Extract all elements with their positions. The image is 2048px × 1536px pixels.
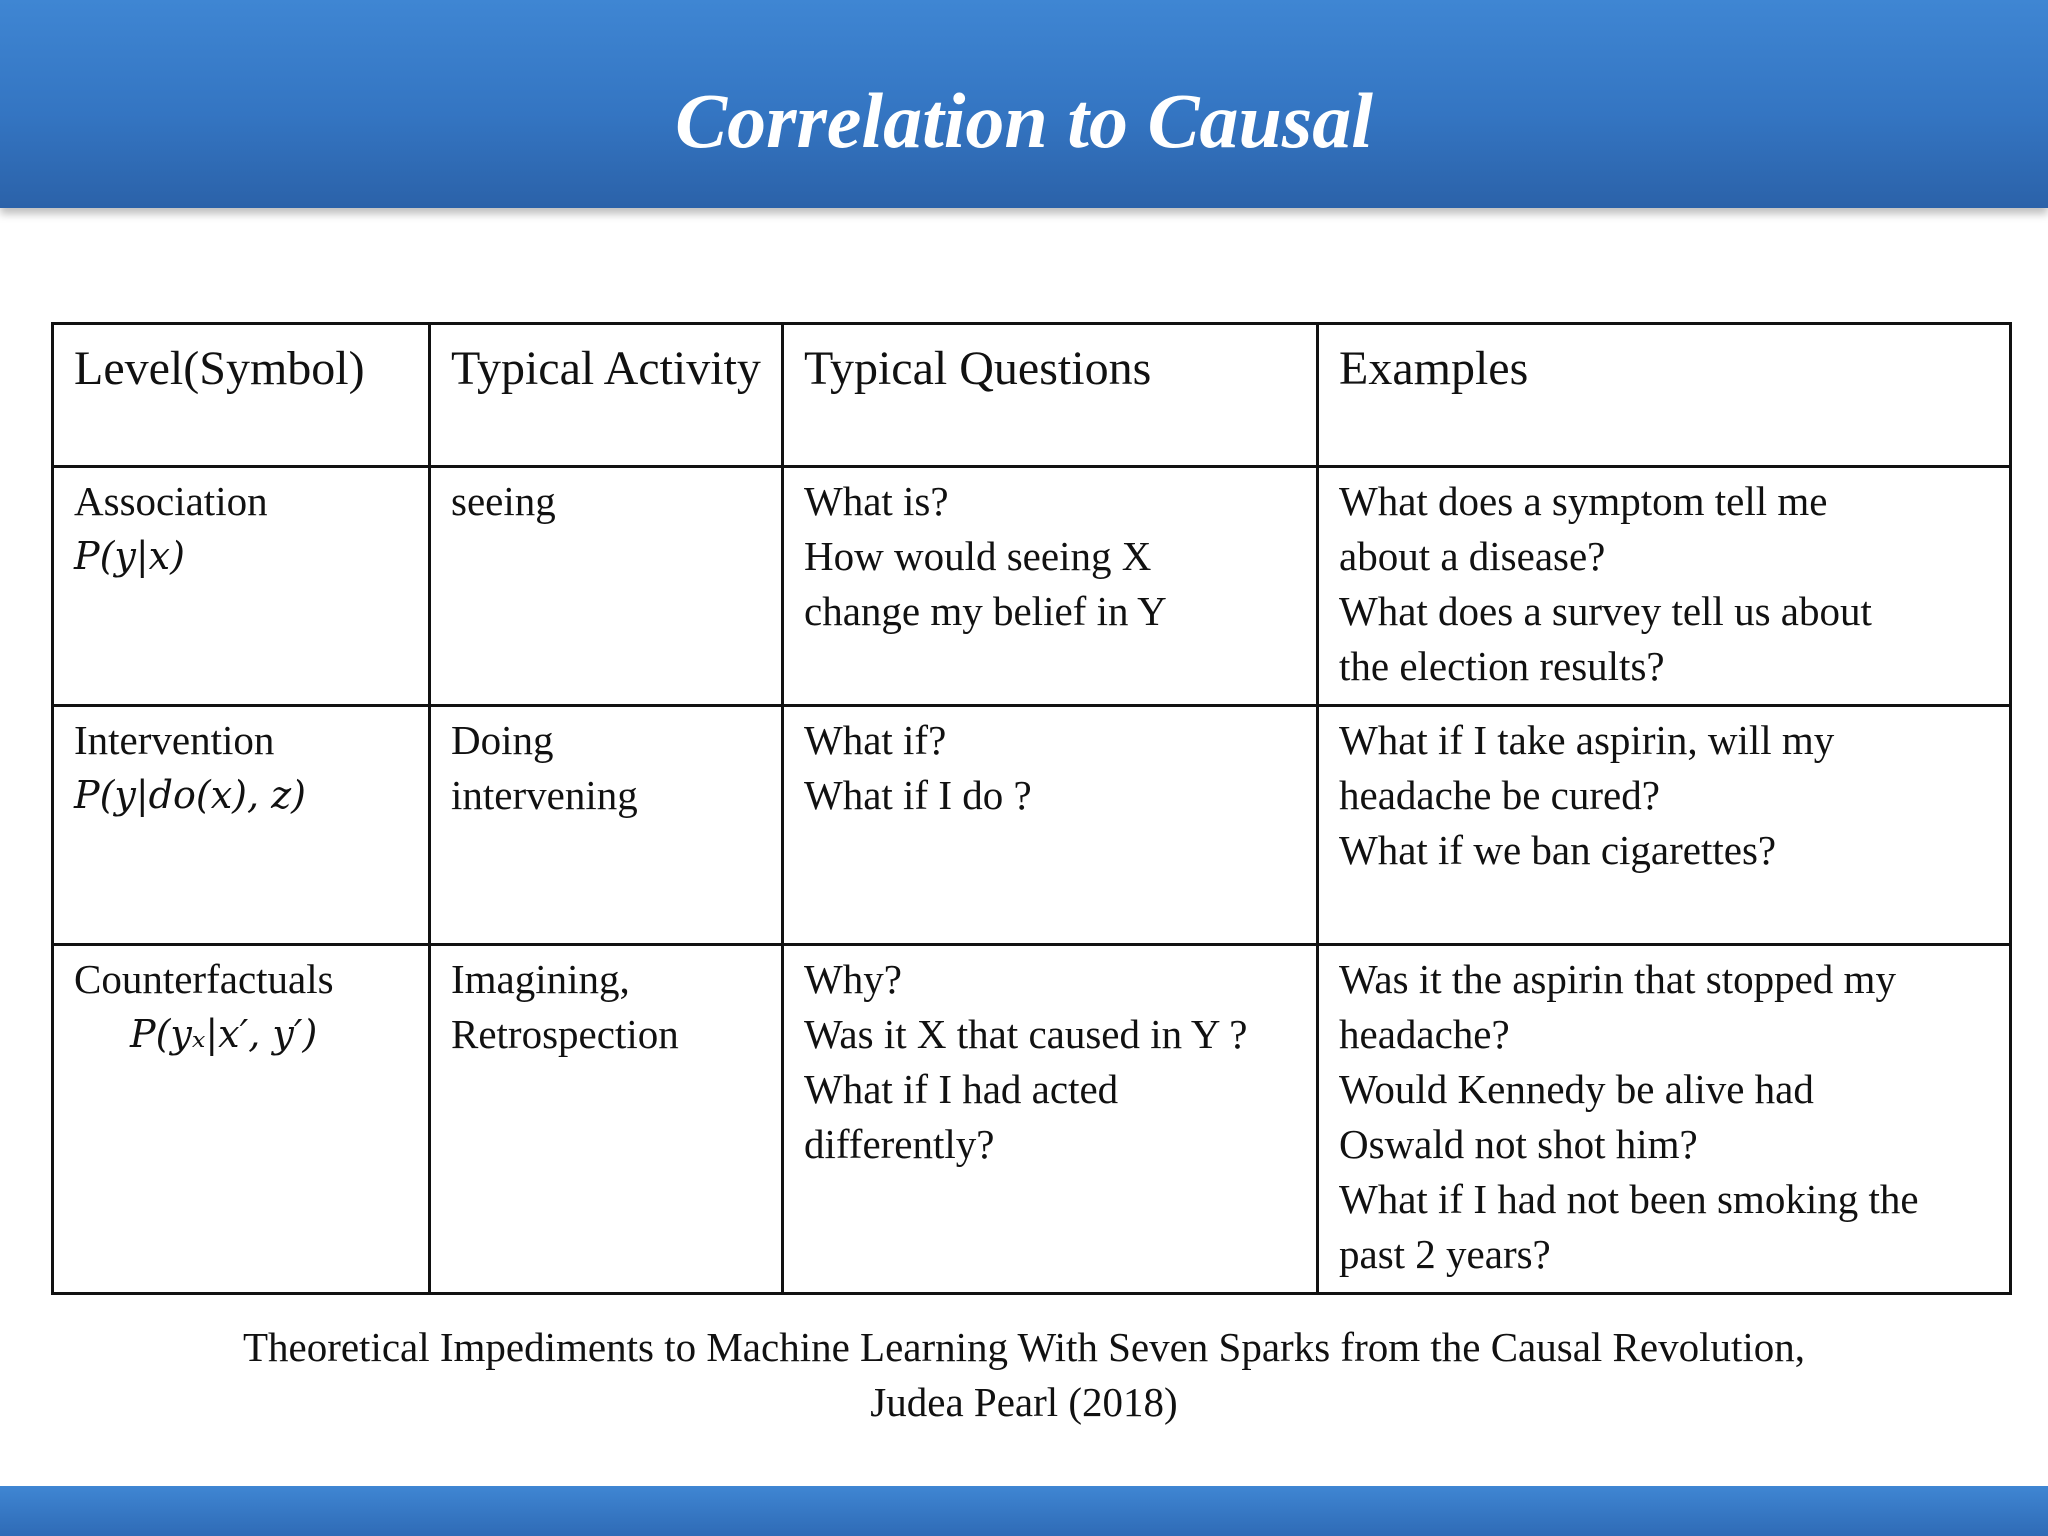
question-line: How would seeing X xyxy=(804,533,1152,579)
example-line: past 2 years? xyxy=(1339,1231,1551,1277)
questions-cell xyxy=(783,467,1318,706)
example-line: headache be cured? xyxy=(1339,772,1660,818)
example-line: What if I had not been smoking the xyxy=(1339,1176,1919,1222)
question-line: What is? xyxy=(804,478,949,524)
citation-line: Theoretical Impediments to Machine Learning With Seven Sparks from the Causal Revolution, xyxy=(242,1324,1806,1370)
question-line: What if I had acted xyxy=(804,1066,1119,1112)
level-symbol: P(y|x) xyxy=(74,534,185,578)
level-name: Association xyxy=(74,478,268,524)
level-cell xyxy=(53,945,430,1294)
activity-line: Retrospection xyxy=(451,1011,679,1057)
causal-levels-table xyxy=(51,322,2012,1295)
example-line: about a disease? xyxy=(1339,533,1606,579)
header-typical-activity: Typical Activity xyxy=(430,324,783,467)
header-level-symbol: Level(Symbol) xyxy=(53,324,430,467)
example-line: Oswald not shot him? xyxy=(1339,1121,1698,1167)
question-line: differently? xyxy=(804,1121,995,1167)
example-line: What if I take aspirin, will my xyxy=(1339,717,1835,763)
question-line: What if I do ? xyxy=(804,772,1032,818)
table-header-row xyxy=(53,324,2011,467)
level-name: Intervention xyxy=(74,717,275,763)
question-line: What if? xyxy=(804,717,947,763)
questions-cell xyxy=(783,706,1318,945)
example-line: headache? xyxy=(1339,1011,1510,1057)
slide-footer-bar xyxy=(0,1486,2048,1536)
activity-line: seeing xyxy=(451,478,556,524)
examples-cell xyxy=(1318,467,2011,706)
questions-cell xyxy=(783,945,1318,1294)
table-row-association xyxy=(53,467,2011,706)
activity-cell xyxy=(430,467,783,706)
activity-line: intervening xyxy=(451,772,638,818)
table-row-counterfactuals xyxy=(53,945,2011,1294)
question-line: Why? xyxy=(804,956,902,1002)
citation xyxy=(0,1320,2048,1430)
examples-cell xyxy=(1318,945,2011,1294)
citation-line: Judea Pearl (2018) xyxy=(870,1379,1178,1425)
header-examples: Examples xyxy=(1318,324,2011,467)
example-line: the election results? xyxy=(1339,643,1665,689)
level-symbol: P(y|do(x), z) xyxy=(74,773,306,817)
level-name: Counterfactuals xyxy=(74,956,334,1002)
slide-header xyxy=(0,0,2048,208)
header-typical-questions: Typical Questions xyxy=(783,324,1318,467)
activity-cell xyxy=(430,706,783,945)
example-line: What does a survey tell us about xyxy=(1339,588,1872,634)
activity-cell xyxy=(430,945,783,1294)
examples-cell xyxy=(1318,706,2011,945)
level-symbol: P(yₓ|x′, y′) xyxy=(130,1012,318,1056)
example-line: What if we ban cigarettes? xyxy=(1339,827,1777,873)
level-cell xyxy=(53,467,430,706)
question-line: change my belief in Y xyxy=(804,588,1167,634)
question-line: Was it X that caused in Y ? xyxy=(804,1011,1248,1057)
level-cell xyxy=(53,706,430,945)
example-line: What does a symptom tell me xyxy=(1339,478,1828,524)
table-row-intervention xyxy=(53,706,2011,945)
activity-line: Doing xyxy=(451,717,554,763)
example-line: Would Kennedy be alive had xyxy=(1339,1066,1814,1112)
example-line: Was it the aspirin that stopped my xyxy=(1339,956,1896,1002)
activity-line: Imagining, xyxy=(451,956,630,1002)
slide-title: Correlation to Causal xyxy=(675,77,1373,164)
